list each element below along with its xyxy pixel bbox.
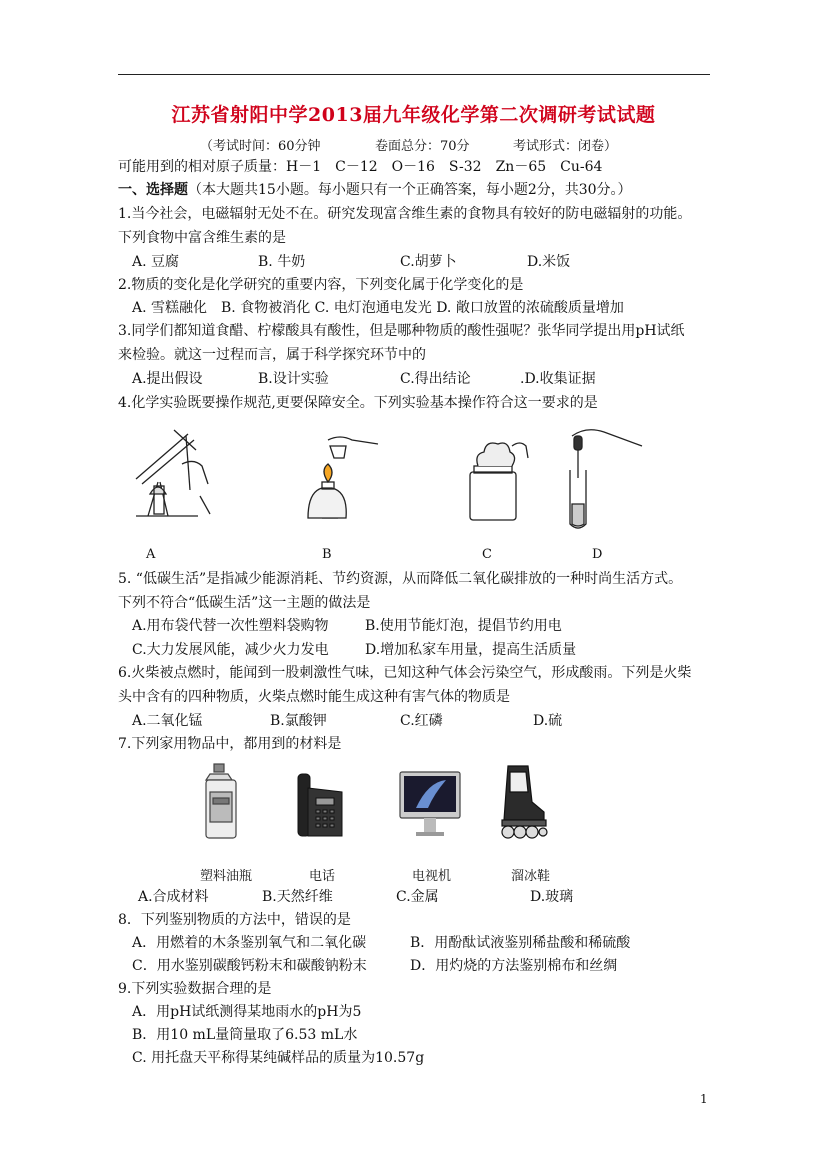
q3-stem-line2: 来检验。就这一过程而言，属于科学探究环节中的 xyxy=(118,347,426,363)
q8-option-c: C．用水鉴别碳酸钙粉末和碳酸钠粉末 xyxy=(132,958,367,974)
roller-skate-figure xyxy=(498,762,548,842)
q5-option-d: D.增加私家车用量，提高生活质量 xyxy=(365,642,577,658)
alcohol-lamp-figure xyxy=(298,430,380,522)
q5-option-a: A.用布袋代替一次性塑料袋购物 xyxy=(132,618,329,634)
page-number: 1 xyxy=(700,1092,708,1106)
q9-option-b: B．用10 mL量筒量取了6.53 mL水 xyxy=(132,1027,358,1043)
q7-caption-tv: 电视机 xyxy=(412,869,452,884)
section-one-heading xyxy=(118,181,632,199)
q6-option-a: A.二氧化锰 xyxy=(132,713,203,729)
q7-option-c: C.金属 xyxy=(396,889,439,905)
q9-stem: 9.下列实验数据合理的是 xyxy=(118,981,272,997)
gas-jar-figure xyxy=(464,432,532,524)
header-rule xyxy=(118,74,710,75)
q1-stem-line2: 下列食物中富含维生素的是 xyxy=(118,230,286,246)
q3-option-b: B.设计实验 xyxy=(258,371,329,387)
q1-option-d: D.米饭 xyxy=(527,254,571,270)
q3-option-d: .D.收集证据 xyxy=(520,371,596,387)
q6-stem-line1: 6.火柴被点燃时，能闻到一股刺激性气味，已知这种气体会污染空气，形成酸雨。下列是火柴 xyxy=(118,665,692,681)
television-figure xyxy=(398,770,462,840)
atomic-mass-line: 可能用到的相对原子质量：H－1 C－12 O－16 S-32 Zn－65 Cu-64 xyxy=(118,159,603,175)
section-one-title: 一、选择题 xyxy=(118,182,188,198)
q6-stem-line2: 头中含有的四种物质，火柴点燃时能生成这种有害气体的物质是 xyxy=(118,689,510,705)
q5-option-b: B.使用节能灯泡，提倡节约用电 xyxy=(365,618,562,634)
section-one-desc: （本大题共15小题。每小题只有一个正确答案，每小题2分，共30分。） xyxy=(188,182,632,198)
q1-option-a: A. 豆腐 xyxy=(132,254,180,270)
exam-form: 考试形式：闭卷） xyxy=(513,139,618,154)
heating-apparatus-figure xyxy=(128,424,218,524)
exam-title: 江苏省射阳中学2013届九年级化学第二次调研考试试题 xyxy=(171,104,656,126)
q5-option-c: C.大力发展风能，减少火力发电 xyxy=(132,642,329,658)
test-tube-dropper-figure xyxy=(560,424,650,534)
q3-option-a: A.提出假设 xyxy=(132,371,203,387)
q1-stem-line1: 1.当今社会，电磁辐射无处不在。研究发现富含维生素的食物具有较好的防电磁辐射的功能。 xyxy=(118,206,692,222)
q7-option-d: D.玻璃 xyxy=(530,889,574,905)
q4-label-b: B xyxy=(322,547,332,562)
q2-options: A. 雪糕融化 B. 食物被消化 C. 电灯泡通电发光 D. 敞口放置的浓硫酸质量增加 xyxy=(132,300,624,316)
q6-option-b: B.氯酸钾 xyxy=(270,713,327,729)
q3-stem-line1: 3.同学们都知道食醋、柠檬酸具有酸性，但是哪种物质的酸性强呢？张华同学提出用pH试纸 xyxy=(118,323,685,339)
exam-total-score: 卷面总分：70分 xyxy=(375,139,470,154)
q1-option-c: C.胡萝卜 xyxy=(400,254,457,270)
q1-option-b: B. 牛奶 xyxy=(258,254,306,270)
q4-stem: 4.化学实验既要操作规范,更要保障安全。下列实验基本操作符合这一要求的是 xyxy=(118,395,598,411)
telephone-figure xyxy=(294,770,346,842)
q3-option-c: C.得出结论 xyxy=(400,371,471,387)
q7-caption-bottle: 塑料油瓶 xyxy=(200,869,253,884)
q7-option-b: B.天然纤维 xyxy=(262,889,333,905)
q8-option-a: A．用燃着的木条鉴别氧气和二氧化碳 xyxy=(132,935,367,951)
q7-option-a: A.合成材料 xyxy=(138,889,209,905)
q2-stem: 2.物质的变化是化学研究的重要内容，下列变化属于化学变化的是 xyxy=(118,277,524,293)
q6-option-c: C.红磷 xyxy=(400,713,443,729)
q8-stem: 8．下列鉴别物质的方法中，错误的是 xyxy=(118,912,351,928)
q5-stem-line2: 下列不符合“低碳生活”这一主题的做法是 xyxy=(118,595,371,611)
q6-option-d: D.硫 xyxy=(533,713,563,729)
q5-stem-line1: 5. “低碳生活”是指减少能源消耗、节约资源，从而降低二氧化碳排放的一种时尚生活方式。 xyxy=(118,571,683,587)
plastic-oil-bottle-figure xyxy=(200,762,250,842)
q4-label-a: A xyxy=(146,547,156,562)
q7-caption-phone: 电话 xyxy=(309,869,336,884)
q4-label-c: C xyxy=(482,547,492,562)
q4-label-d: D xyxy=(592,547,603,562)
q9-option-a: A．用pH试纸测得某地雨水的pH为5 xyxy=(132,1004,362,1020)
exam-time: （考试时间：60分钟 xyxy=(200,139,321,154)
q8-option-d: D．用灼烧的方法鉴别棉布和丝绸 xyxy=(410,958,618,974)
q7-stem: 7.下列家用物品中，都用到的材料是 xyxy=(118,736,342,752)
q9-option-c: C. 用托盘天平称得某纯碱样品的质量为10.57g xyxy=(132,1050,425,1066)
q7-caption-skate: 溜冰鞋 xyxy=(511,869,551,884)
q8-option-b: B．用酚酞试液鉴别稀盐酸和稀硫酸 xyxy=(410,935,631,951)
